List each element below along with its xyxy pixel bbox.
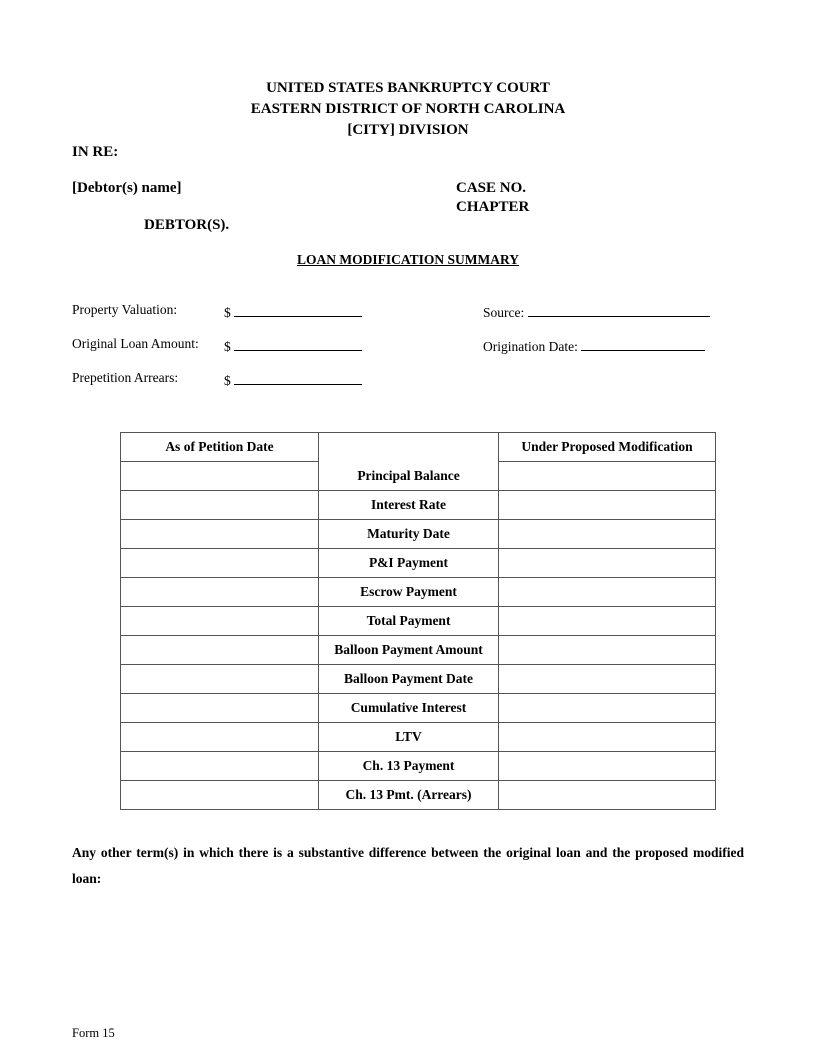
header-petition-date: As of Petition Date — [121, 433, 319, 462]
petition-value-cell[interactable] — [121, 520, 319, 549]
petition-value-cell[interactable] — [121, 752, 319, 781]
row-label: Balloon Payment Date — [319, 665, 499, 694]
original-loan-amount-input[interactable] — [234, 336, 362, 351]
dollar-sign: $ — [224, 305, 231, 320]
proposed-value-cell[interactable] — [499, 491, 716, 520]
property-valuation-input[interactable] — [234, 302, 362, 317]
table-row — [121, 636, 716, 665]
row-label: LTV — [319, 723, 499, 752]
table-row — [121, 694, 716, 723]
table-header-row — [121, 433, 716, 462]
table-row — [121, 462, 716, 491]
proposed-value-cell[interactable] — [499, 665, 716, 694]
table-row — [121, 781, 716, 810]
table-row — [121, 752, 716, 781]
row-label: Escrow Payment — [319, 578, 499, 607]
prepetition-arrears-input[interactable] — [234, 370, 362, 385]
source-field[interactable] — [483, 302, 710, 321]
row-label: Principal Balance — [319, 462, 499, 491]
row-label: Balloon Payment Amount — [319, 636, 499, 665]
proposed-value-cell[interactable] — [499, 578, 716, 607]
table-row — [121, 665, 716, 694]
debtors-label: DEBTOR(S). — [144, 217, 230, 233]
origination-date-label: Origination Date: — [483, 339, 578, 354]
row-label: P&I Payment — [319, 549, 499, 578]
property-valuation-label: Property Valuation: — [72, 302, 178, 317]
row-label: Ch. 13 Pmt. (Arrears) — [319, 781, 499, 810]
proposed-value-cell[interactable] — [499, 549, 716, 578]
other-terms-paragraph: Any other term(s) in which there is a substantive difference between the original loan and the proposed modified loan: — [72, 845, 744, 886]
row-label: Ch. 13 Payment — [319, 752, 499, 781]
petition-value-cell[interactable] — [121, 549, 319, 578]
property-valuation-field[interactable] — [224, 302, 362, 321]
petition-value-cell[interactable] — [121, 694, 319, 723]
proposed-value-cell[interactable] — [499, 723, 716, 752]
source-label: Source: — [483, 305, 525, 320]
petition-value-cell[interactable] — [121, 462, 319, 491]
petition-value-cell[interactable] — [121, 781, 319, 810]
case-no-label: CASE NO. — [456, 180, 527, 196]
division-name: [CITY] DIVISION — [347, 122, 469, 138]
row-label: Total Payment — [319, 607, 499, 636]
dollar-sign: $ — [224, 339, 231, 354]
row-label: Interest Rate — [319, 491, 499, 520]
proposed-value-cell[interactable] — [499, 694, 716, 723]
proposed-value-cell[interactable] — [499, 607, 716, 636]
header-blank — [319, 433, 499, 462]
in-re-label: IN RE: — [72, 144, 119, 160]
form-number: Form 15 — [72, 1026, 115, 1040]
chapter-label: CHAPTER — [456, 199, 530, 215]
prepetition-arrears-field[interactable] — [224, 370, 362, 389]
table-row — [121, 578, 716, 607]
original-loan-amount-field[interactable] — [224, 336, 362, 355]
loan-comparison-table — [120, 432, 716, 810]
origination-date-field[interactable] — [483, 336, 705, 355]
petition-value-cell[interactable] — [121, 607, 319, 636]
proposed-value-cell[interactable] — [499, 462, 716, 491]
petition-value-cell[interactable] — [121, 665, 319, 694]
petition-value-cell[interactable] — [121, 491, 319, 520]
proposed-value-cell[interactable] — [499, 636, 716, 665]
proposed-value-cell[interactable] — [499, 752, 716, 781]
original-loan-amount-label: Original Loan Amount: — [72, 336, 199, 351]
document-title: LOAN MODIFICATION SUMMARY — [296, 252, 520, 267]
court-name: UNITED STATES BANKRUPTCY COURT — [266, 80, 550, 96]
debtor-name: [Debtor(s) name] — [72, 180, 182, 196]
petition-value-cell[interactable] — [121, 723, 319, 752]
district-name: EASTERN DISTRICT OF NORTH CAROLINA — [250, 101, 566, 117]
table-row — [121, 491, 716, 520]
table-row — [121, 723, 716, 752]
row-label: Cumulative Interest — [319, 694, 499, 723]
source-input[interactable] — [528, 302, 710, 317]
petition-value-cell[interactable] — [121, 636, 319, 665]
table-row — [121, 607, 716, 636]
origination-date-input[interactable] — [581, 336, 705, 351]
header-proposed-modification: Under Proposed Modification — [499, 433, 716, 462]
petition-value-cell[interactable] — [121, 578, 319, 607]
table-row — [121, 520, 716, 549]
proposed-value-cell[interactable] — [499, 781, 716, 810]
dollar-sign: $ — [224, 373, 231, 388]
proposed-value-cell[interactable] — [499, 520, 716, 549]
row-label: Maturity Date — [319, 520, 499, 549]
prepetition-arrears-label: Prepetition Arrears: — [72, 370, 179, 385]
table-row — [121, 549, 716, 578]
